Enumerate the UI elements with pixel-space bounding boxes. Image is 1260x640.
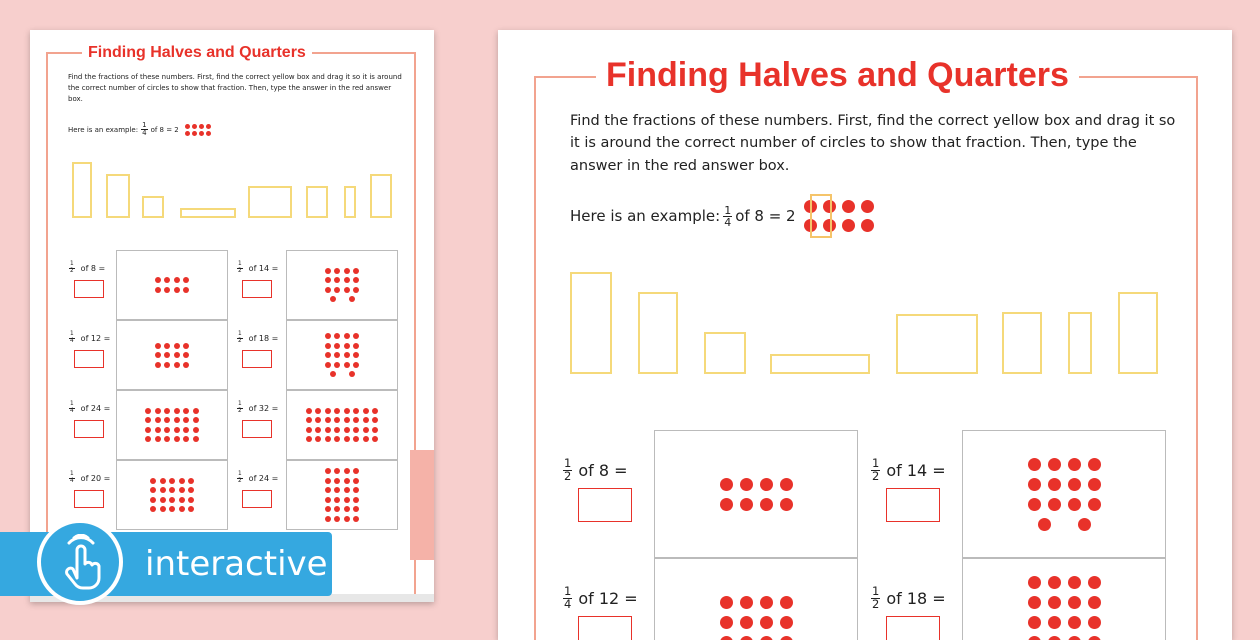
- red-dot: [330, 296, 336, 302]
- dot-cell: [286, 320, 398, 390]
- answer-input-box[interactable]: [242, 490, 272, 508]
- red-dot: [842, 219, 855, 232]
- red-dot: [1028, 478, 1041, 491]
- red-dot: [174, 352, 180, 358]
- red-dot: [344, 343, 350, 349]
- red-dot: [1048, 616, 1061, 629]
- question-text: of 8 =: [81, 264, 106, 273]
- red-dot: [1088, 616, 1101, 629]
- red-dot: [334, 362, 340, 368]
- red-dot: [344, 516, 350, 522]
- red-dot: [344, 487, 350, 493]
- red-dot: [334, 497, 340, 503]
- worksheet-title: Finding Halves and Quarters: [82, 44, 312, 62]
- question-text: of 32 =: [249, 404, 279, 413]
- red-dot: [183, 362, 189, 368]
- red-dot: [344, 287, 350, 293]
- question-fraction: $\frac{1}{2}$: [871, 458, 880, 482]
- red-dot: [155, 343, 161, 349]
- red-dot: [169, 478, 175, 484]
- red-dot: [740, 498, 753, 511]
- answer-input-box[interactable]: [74, 490, 104, 508]
- red-dot: [306, 436, 312, 442]
- answer-input-box[interactable]: [886, 488, 940, 522]
- question-text: of 12 =: [578, 589, 637, 608]
- example-yellow-box: [810, 194, 832, 238]
- answer-input-box[interactable]: [578, 488, 632, 522]
- red-dot: [188, 478, 194, 484]
- red-dot: [760, 498, 773, 511]
- red-dot: [192, 131, 197, 136]
- red-dot: [363, 417, 369, 423]
- yellow-drag-box[interactable]: [106, 174, 130, 218]
- yellow-drag-box[interactable]: [704, 332, 746, 374]
- red-dot: [179, 487, 185, 493]
- red-dot: [206, 131, 211, 136]
- answer-input-box[interactable]: [74, 350, 104, 368]
- answer-input-box[interactable]: [242, 280, 272, 298]
- red-dot: [1068, 498, 1081, 511]
- red-dot: [344, 478, 350, 484]
- red-dot: [344, 417, 350, 423]
- dot-cell: [286, 250, 398, 320]
- red-dot: [344, 408, 350, 414]
- red-dot: [760, 616, 773, 629]
- red-dot: [353, 343, 359, 349]
- red-dot: [334, 268, 340, 274]
- red-dot: [174, 362, 180, 368]
- yellow-drag-box[interactable]: [1118, 292, 1158, 374]
- red-dot: [185, 124, 190, 129]
- red-dot: [353, 427, 359, 433]
- example-fraction: $\frac{1}{4}$: [723, 205, 732, 228]
- question-label: [234, 402, 278, 415]
- answer-input-box[interactable]: [578, 616, 632, 640]
- red-dot: [155, 427, 161, 433]
- worksheet-title: Finding Halves and Quarters: [596, 56, 1079, 95]
- red-dot: [861, 219, 874, 232]
- red-dot: [334, 343, 340, 349]
- red-dot: [353, 408, 359, 414]
- red-dot: [334, 287, 340, 293]
- yellow-drag-box[interactable]: [770, 354, 870, 374]
- dot-cell: [962, 558, 1166, 640]
- red-dot: [780, 616, 793, 629]
- question-label: [234, 262, 278, 275]
- yellow-drag-box[interactable]: [1002, 312, 1042, 374]
- red-dot: [325, 436, 331, 442]
- red-dot: [1068, 576, 1081, 589]
- yellow-drag-box[interactable]: [896, 314, 978, 374]
- red-dot: [330, 371, 336, 377]
- example-prefix: Here is an example:: [570, 207, 720, 225]
- red-dot: [174, 287, 180, 293]
- red-dot: [150, 497, 156, 503]
- red-dot: [160, 497, 166, 503]
- red-dot: [344, 427, 350, 433]
- red-dot: [325, 497, 331, 503]
- red-dot: [160, 487, 166, 493]
- red-dot: [349, 296, 355, 302]
- dot-cell: [654, 430, 858, 558]
- red-dot: [1028, 616, 1041, 629]
- red-dot: [344, 506, 350, 512]
- red-dot: [344, 333, 350, 339]
- red-dot: [349, 371, 355, 377]
- question-fraction: $\frac{1}{4}$: [69, 402, 75, 415]
- red-dot: [353, 268, 359, 274]
- question-fraction: $\frac{1}{4}$: [563, 586, 572, 610]
- question-fraction: $\frac{1}{2}$: [237, 402, 243, 415]
- red-dot: [193, 436, 199, 442]
- dot-cell: [116, 250, 228, 320]
- example-suffix: of 8 = 2: [151, 126, 179, 134]
- red-dot: [353, 497, 359, 503]
- red-dot: [363, 427, 369, 433]
- example-prefix: Here is an example:: [68, 126, 138, 134]
- red-dot: [174, 427, 180, 433]
- red-dot: [193, 417, 199, 423]
- red-dot: [179, 506, 185, 512]
- yellow-drag-box[interactable]: [306, 186, 328, 218]
- red-dot: [192, 124, 197, 129]
- red-dot: [160, 478, 166, 484]
- red-dot: [780, 478, 793, 491]
- answer-input-box[interactable]: [886, 616, 940, 640]
- question-text: of 24 =: [81, 404, 111, 413]
- red-dot: [720, 596, 733, 609]
- red-dot: [145, 427, 151, 433]
- dot-cell: [962, 430, 1166, 558]
- yellow-drag-box[interactable]: [142, 196, 164, 218]
- question-label: [560, 458, 628, 482]
- question-text: of 18 =: [886, 589, 945, 608]
- red-dot: [325, 343, 331, 349]
- worksheet-example: [68, 122, 211, 137]
- answer-input-box[interactable]: [242, 420, 272, 438]
- red-dot: [155, 408, 161, 414]
- red-dot: [174, 417, 180, 423]
- red-dot: [760, 478, 773, 491]
- red-dot: [325, 417, 331, 423]
- question-fraction: $\frac{1}{2}$: [237, 332, 243, 345]
- red-dot: [325, 468, 331, 474]
- red-dot: [325, 362, 331, 368]
- interactive-badge: [0, 532, 332, 596]
- worksheet-large: [498, 30, 1232, 640]
- red-dot: [155, 352, 161, 358]
- red-dot: [164, 362, 170, 368]
- red-dot: [1048, 576, 1061, 589]
- question-label: [66, 332, 110, 345]
- red-dot: [1028, 576, 1041, 589]
- red-dot: [1088, 478, 1101, 491]
- question-label: [66, 402, 110, 415]
- yellow-drag-box[interactable]: [370, 174, 392, 218]
- red-dot: [306, 427, 312, 433]
- red-dot: [193, 408, 199, 414]
- dot-cell: [116, 460, 228, 530]
- example-fraction: $\frac{1}{4}$: [141, 122, 147, 137]
- yellow-drag-box[interactable]: [570, 272, 612, 374]
- red-dot: [720, 478, 733, 491]
- red-dot: [1028, 596, 1041, 609]
- red-dot: [1088, 458, 1101, 471]
- red-dot: [164, 408, 170, 414]
- red-dot: [344, 468, 350, 474]
- red-dot: [353, 478, 359, 484]
- question-text: of 8 =: [578, 461, 627, 480]
- red-dot: [363, 408, 369, 414]
- red-dot: [760, 596, 773, 609]
- red-dot: [344, 268, 350, 274]
- question-fraction: $\frac{1}{2}$: [563, 458, 572, 482]
- red-dot: [720, 616, 733, 629]
- red-dot: [740, 616, 753, 629]
- dot-cell: [286, 390, 398, 460]
- red-dot: [1048, 596, 1061, 609]
- worksheet-instructions: Find the fractions of these numbers. First, find the correct yellow box and drag it so it is around the correct number of circles to show that fraction. Then, type the answer in the red answer box.: [570, 110, 1182, 177]
- red-dot: [353, 516, 359, 522]
- yellow-drag-box[interactable]: [248, 186, 292, 218]
- red-dot: [188, 497, 194, 503]
- dot-cell: [286, 460, 398, 530]
- red-dot: [325, 277, 331, 283]
- question-fraction: $\frac{1}{2}$: [69, 262, 75, 275]
- red-dot: [199, 124, 204, 129]
- question-text: of 20 =: [81, 474, 111, 483]
- red-dot: [740, 596, 753, 609]
- question-text: of 12 =: [81, 334, 111, 343]
- question-label: [66, 472, 110, 485]
- red-dot: [145, 408, 151, 414]
- red-dot: [325, 506, 331, 512]
- red-dot: [183, 343, 189, 349]
- red-dot: [155, 287, 161, 293]
- red-dot: [344, 352, 350, 358]
- red-dot: [861, 200, 874, 213]
- red-dot: [174, 277, 180, 283]
- red-dot: [325, 478, 331, 484]
- red-dot: [206, 124, 211, 129]
- red-dot: [325, 268, 331, 274]
- red-dot: [306, 408, 312, 414]
- red-dot: [185, 131, 190, 136]
- question-fraction: $\frac{1}{4}$: [69, 472, 75, 485]
- red-dot: [325, 516, 331, 522]
- red-dot: [150, 478, 156, 484]
- question-label: [66, 262, 105, 275]
- red-dot: [363, 436, 369, 442]
- red-dot: [1048, 458, 1061, 471]
- question-text: of 14 =: [886, 461, 945, 480]
- red-dot: [1028, 498, 1041, 511]
- red-dot: [344, 277, 350, 283]
- answer-input-box[interactable]: [74, 280, 104, 298]
- question-fraction: $\frac{1}{2}$: [237, 262, 243, 275]
- red-dot: [325, 287, 331, 293]
- red-dot: [179, 478, 185, 484]
- red-dot: [155, 436, 161, 442]
- answer-input-box[interactable]: [74, 420, 104, 438]
- red-dot: [174, 343, 180, 349]
- red-dot: [174, 408, 180, 414]
- dot-cell: [654, 558, 858, 640]
- red-dot: [325, 427, 331, 433]
- red-dot: [353, 362, 359, 368]
- question-label: [234, 472, 278, 485]
- dot-cell: [116, 320, 228, 390]
- red-dot: [164, 427, 170, 433]
- red-dot: [164, 287, 170, 293]
- red-dot: [183, 408, 189, 414]
- red-dot: [720, 498, 733, 511]
- question-label: [868, 458, 946, 482]
- dot-cell: [116, 390, 228, 460]
- question-text: of 18 =: [249, 334, 279, 343]
- worksheet-instructions: Find the fractions of these numbers. First, find the correct yellow box and drag it so it is around the correct number of circles to show that fraction. Then, type the answer in the red answer box.: [68, 72, 406, 105]
- question-label: [868, 586, 946, 610]
- red-dot: [183, 287, 189, 293]
- red-dot: [179, 497, 185, 503]
- red-dot: [315, 427, 321, 433]
- red-dot: [325, 408, 331, 414]
- yellow-drag-box[interactable]: [72, 162, 92, 218]
- red-dot: [334, 478, 340, 484]
- question-text: of 24 =: [249, 474, 279, 483]
- question-text: of 14 =: [249, 264, 279, 273]
- question-label: [234, 332, 278, 345]
- pointing-hand-icon: [37, 519, 123, 605]
- red-dot: [1068, 596, 1081, 609]
- red-dot: [1028, 458, 1041, 471]
- red-dot: [334, 408, 340, 414]
- red-dot: [1068, 458, 1081, 471]
- yellow-drag-box[interactable]: [1068, 312, 1092, 374]
- red-dot: [193, 427, 199, 433]
- question-label: [560, 586, 638, 610]
- red-dot: [1048, 498, 1061, 511]
- yellow-drag-box[interactable]: [638, 292, 678, 374]
- yellow-drag-box[interactable]: [180, 208, 236, 218]
- red-dot: [344, 362, 350, 368]
- badge-label: interactive: [145, 544, 328, 584]
- decorative-corner: [410, 450, 434, 560]
- question-fraction: $\frac{1}{4}$: [69, 332, 75, 345]
- red-dot: [1078, 518, 1091, 531]
- red-dot: [372, 427, 378, 433]
- question-fraction: $\frac{1}{2}$: [237, 472, 243, 485]
- yellow-drag-box[interactable]: [344, 186, 356, 218]
- answer-input-box[interactable]: [242, 350, 272, 368]
- red-dot: [174, 436, 180, 442]
- red-dot: [344, 497, 350, 503]
- red-dot: [1048, 478, 1061, 491]
- red-dot: [306, 417, 312, 423]
- red-dot: [1088, 498, 1101, 511]
- red-dot: [164, 343, 170, 349]
- red-dot: [1038, 518, 1051, 531]
- red-dot: [155, 417, 161, 423]
- red-dot: [325, 352, 331, 358]
- example-suffix: of 8 = 2: [735, 207, 795, 225]
- red-dot: [155, 277, 161, 283]
- red-dot: [842, 200, 855, 213]
- red-dot: [334, 516, 340, 522]
- red-dot: [334, 427, 340, 433]
- red-dot: [1068, 478, 1081, 491]
- red-dot: [160, 506, 166, 512]
- red-dot: [169, 497, 175, 503]
- red-dot: [1068, 616, 1081, 629]
- red-dot: [155, 362, 161, 368]
- red-dot: [315, 408, 321, 414]
- red-dot: [1088, 596, 1101, 609]
- red-dot: [780, 596, 793, 609]
- worksheet-preview-small: [30, 30, 434, 602]
- red-dot: [344, 436, 350, 442]
- question-fraction: $\frac{1}{2}$: [871, 586, 880, 610]
- red-dot: [183, 427, 189, 433]
- red-dot: [325, 487, 331, 493]
- red-dot: [780, 498, 793, 511]
- red-dot: [325, 333, 331, 339]
- red-dot: [740, 478, 753, 491]
- red-dot: [372, 408, 378, 414]
- example-dots: [185, 124, 211, 136]
- red-dot: [1088, 576, 1101, 589]
- red-dot: [353, 287, 359, 293]
- red-dot: [199, 131, 204, 136]
